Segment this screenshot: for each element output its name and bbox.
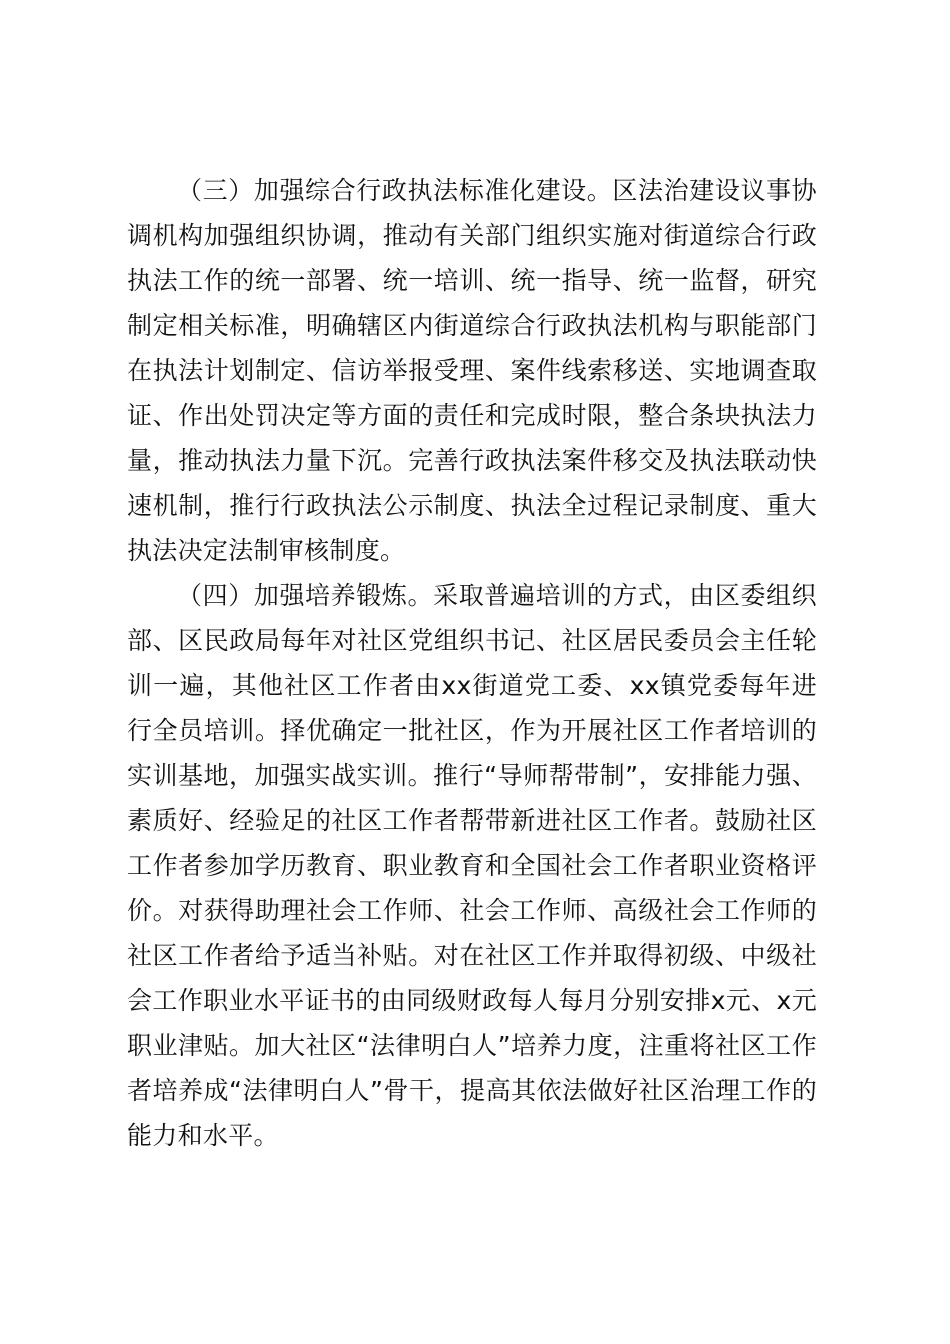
document-body: [127, 168, 817, 1158]
paragraph-training-and-development: （四）加强培养锻炼。采取普遍培训的方式，由区委组织部、区民政局每年对社区党组织书记、社区居民委员会主任轮训一遍，其他社区工作者由xx街道党工委、xx镇党委每年进行全员培训。择优确定一批社区，作为开展社区工作者培训的实训基地，加强实战实训。推行“导师帮带制”，安排能力强、素质好、经验足的社区工作者帮带新进社区工作者。鼓励社区工作者参加学历教育、职业教育和全国社会工作者职业资格评价。对获得助理社会工作师、社会工作师、高级社会工作师的社区工作者给予适当补贴。对在社区工作并取得初级、中级社会工作职业水平证书的由同级财政每人每月分别安排x元、x元职业津贴。加大社区“法律明白人”培养力度，注重将社区工作者培养成“法律明白人”骨干，提高其依法做好社区治理工作的能力和水平。: [127, 581, 817, 1150]
paragraph-law-enforcement-standardization: （三）加强综合行政执法标准化建设。区法治建设议事协调机构加强组织协调，推动有关部门组织实施对街道综合行政执法工作的统一部署、统一培训、统一指导、统一监督，研究制定相关标准，明确辖区内街道综合行政执法机构与职能部门在执法计划制定、信访举报受理、案件线索移送、实地调查取证、作出处罚决定等方面的责任和完成时限，整合条块执法力量，推动执法力量下沉。完善行政执法案件移交及执法联动快速机制，推行行政执法公示制度、执法全过程记录制度、重大执法决定法制审核制度。: [127, 176, 817, 565]
